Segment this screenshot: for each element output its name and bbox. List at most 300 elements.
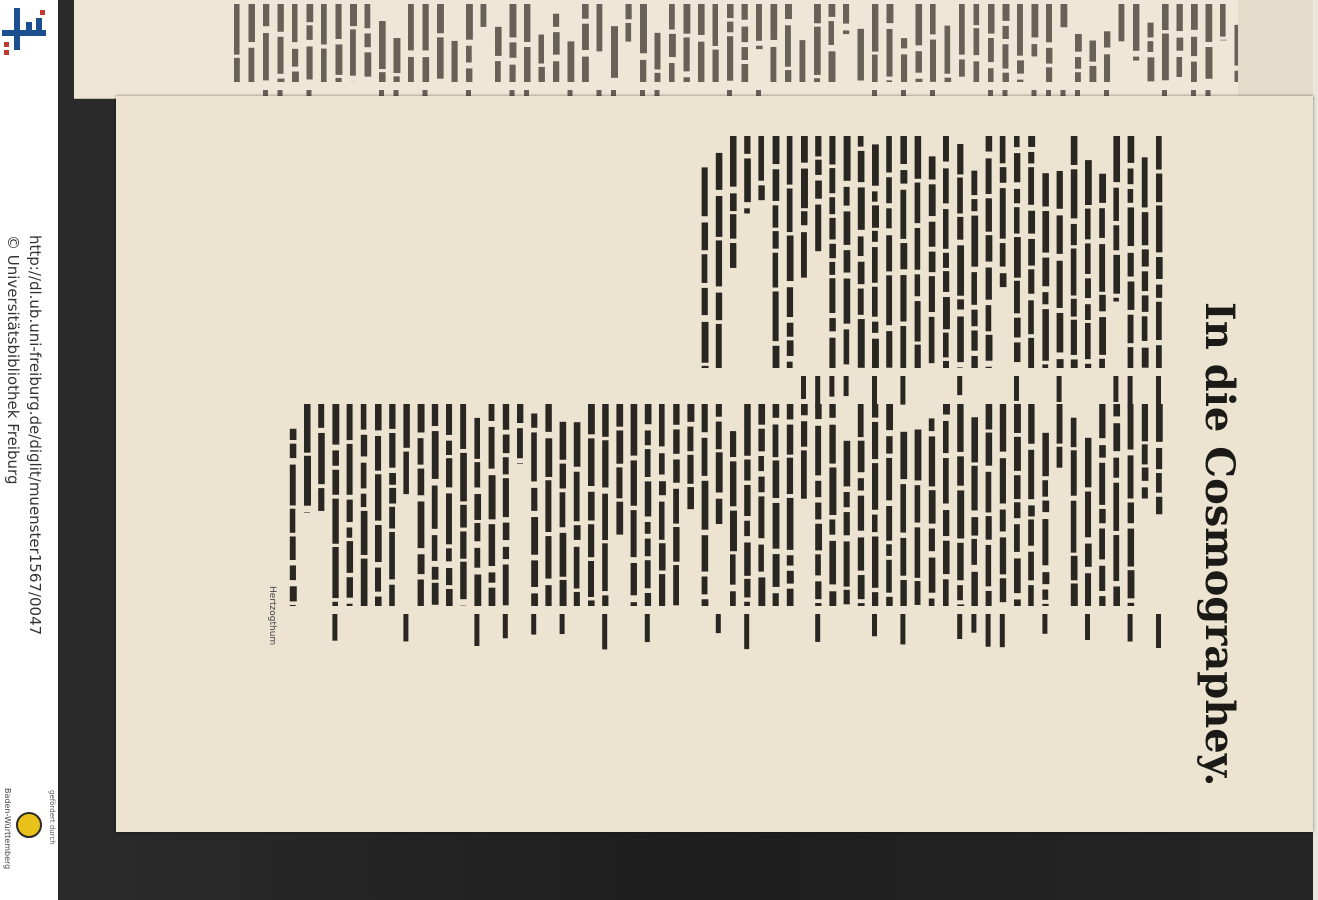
text-line-stroke [582,57,589,82]
text-line-stroke [290,429,297,440]
text-line-stroke [1057,447,1063,468]
text-line-stroke [886,331,892,368]
text-line-stroke [1142,404,1148,441]
text-line-stroke [1156,285,1162,298]
text-line-stroke [900,432,907,479]
text-line-stroke [1099,174,1106,203]
text-line-stroke [602,543,608,591]
text-line-stroke [829,244,836,258]
right-column [290,404,1163,649]
text-line-stroke [872,144,879,185]
text-line-stroke [460,505,467,528]
text-line-stroke [307,4,314,22]
text-line-stroke [844,512,850,535]
text-line-stroke [659,453,665,474]
text-line-stroke [489,572,496,582]
year-numeral-stroke [602,614,607,649]
text-line-stroke [844,187,850,206]
text-line-stroke [742,47,749,60]
text-line-stroke [900,170,907,184]
text-line-stroke [844,492,850,507]
text-line-stroke [1046,48,1052,64]
text-line-stroke [545,536,551,579]
text-line-stroke [318,404,324,428]
text-line-stroke [332,450,339,465]
text-line-stroke [1046,4,1052,42]
text-line-stroke [844,250,851,272]
page-heading: In die Cosmographey. [1196,302,1243,787]
text-line-stroke [915,581,921,605]
year-numeral-stroke [503,614,508,638]
text-line-stroke [829,51,836,82]
text-line-stroke [988,4,995,34]
text-line-stroke [375,525,382,562]
text-line-stroke [930,40,936,82]
text-line-stroke [403,452,409,495]
text-line-stroke [645,404,652,424]
text-line-stroke [673,429,679,453]
text-line-stroke [307,25,313,40]
text-line-stroke [1061,4,1068,27]
text-line-stroke [418,404,425,432]
text-line-stroke [815,136,821,156]
year-numeral-stroke [716,614,721,633]
text-line-stroke [1119,4,1125,41]
text-line-stroke [1028,167,1034,205]
text-line-stroke [858,236,864,256]
text-line-stroke [418,469,425,496]
text-line-stroke [957,404,963,452]
text-line-stroke [986,158,992,194]
text-line-stroke [460,453,467,501]
text-line-stroke [1071,136,1078,165]
text-line-stroke [1104,54,1110,82]
text-line-stroke [347,404,353,440]
year-numeral-stroke [1156,614,1161,648]
text-line-stroke [744,158,751,202]
text-line-stroke [290,536,296,560]
year-numeral-stroke [1000,614,1005,647]
text-line-stroke [375,436,381,471]
text-line-stroke [929,490,936,523]
text-line-stroke [446,589,453,606]
text-line-stroke [1156,497,1162,514]
text-line-stroke [1085,160,1092,205]
text-line-stroke [744,208,750,213]
text-line-stroke [446,404,452,435]
text-line-stroke [332,547,338,598]
text-line-stroke [545,585,551,606]
text-line-stroke [872,592,878,606]
text-line-stroke [872,322,878,333]
text-line-stroke [1142,249,1149,266]
text-line-stroke [930,4,936,34]
text-line-stroke [659,502,665,540]
text-line-stroke [787,323,794,337]
text-line-stroke [1085,573,1091,606]
year-numeral-stroke [531,614,536,635]
book-page[interactable] [116,96,1313,832]
text-line-stroke [900,136,907,164]
sponsor-label: gefördert durch [48,790,56,845]
text-line-stroke [659,543,666,570]
text-line-stroke [943,297,950,329]
text-line-stroke [631,510,637,557]
text-line-stroke [758,456,764,471]
text-line-stroke [1028,338,1034,368]
text-line-stroke [702,535,709,571]
text-line-stroke [929,529,935,552]
text-line-stroke [1071,583,1078,606]
text-line-stroke [886,235,892,271]
text-line-stroke [673,565,679,605]
text-line-stroke [1113,255,1120,294]
text-line-stroke [645,522,651,534]
text-line-stroke [437,4,444,33]
text-line-stroke [510,42,517,57]
text-line-stroke [1113,535,1119,581]
text-line-stroke [771,4,778,40]
text-line-stroke [616,430,623,463]
text-line-stroke [886,506,892,541]
text-line-stroke [829,338,835,368]
text-line-stroke [787,136,793,185]
text-line-stroke [489,588,496,606]
text-line-stroke [631,602,637,606]
text-line-stroke [744,459,750,480]
text-line-stroke [1191,4,1198,30]
previous-page-text-block [74,0,1314,98]
text-line-stroke [1071,501,1077,553]
text-line-stroke [844,329,850,364]
text-line-stroke [844,136,851,181]
page-text-block [116,96,1313,832]
text-line-stroke [645,539,651,557]
text-line-stroke [655,33,661,70]
text-line-stroke [517,428,523,458]
text-line-stroke [1142,348,1149,368]
year-numeral-stroke [1057,376,1062,402]
text-line-stroke [843,30,849,34]
text-line-stroke [814,78,820,82]
text-line-stroke [1113,298,1119,302]
text-line-stroke [432,535,438,561]
text-line-stroke [901,54,907,82]
text-line-stroke [787,404,794,419]
text-line-stroke [1220,4,1226,37]
text-line-stroke [365,52,372,76]
text-line-stroke [375,404,382,430]
text-line-stroke [730,243,736,268]
text-line-stroke [365,33,371,47]
text-line-stroke [815,581,821,599]
text-line-stroke [1156,205,1162,252]
text-line-stroke [886,436,892,453]
year-numeral-stroke [986,614,991,647]
text-line-stroke [844,279,851,324]
text-line-stroke [1075,57,1081,69]
text-line-stroke [1042,364,1048,368]
text-line-stroke [684,4,691,34]
text-line-stroke [553,61,559,82]
text-line-stroke [1085,278,1091,298]
text-line-stroke [474,548,480,568]
text-line-stroke [361,494,367,507]
text-line-stroke [773,404,780,418]
text-line-stroke [645,449,651,477]
text-line-stroke [1042,572,1049,584]
text-line-stroke [659,574,665,606]
text-line-stroke [1032,4,1039,37]
text-line-stroke [971,330,977,350]
text-line-stroke [716,452,723,492]
text-line-stroke [915,136,922,179]
viewer-right-edge [1313,0,1318,900]
text-line-stroke [347,527,353,537]
text-line-stroke [1085,304,1091,320]
year-numeral-stroke [815,376,820,408]
text-line-stroke [1028,239,1035,266]
year-numeral-stroke [560,614,565,634]
text-line-stroke [394,38,401,73]
text-line-stroke [1028,300,1034,334]
year-numeral-stroke [829,376,834,397]
text-line-stroke [389,585,395,606]
text-line-stroke [1017,4,1023,56]
text-line-stroke [773,460,780,498]
text-line-stroke [872,422,878,459]
text-line-stroke [1028,211,1035,234]
text-line-stroke [347,577,353,597]
text-line-stroke [539,35,545,64]
text-line-stroke [332,404,339,445]
text-line-stroke [886,136,892,172]
text-line-stroke [1142,444,1148,464]
text-line-stroke [872,339,879,368]
text-line-stroke [744,485,750,516]
text-line-stroke [1028,519,1034,545]
text-line-stroke [773,346,780,368]
text-line-stroke [943,458,949,503]
text-line-stroke [787,498,794,550]
text-line-stroke [1128,570,1135,598]
text-line-stroke [742,64,749,82]
text-line-stroke [234,58,240,82]
text-line-stroke [574,422,581,467]
text-line-stroke [347,444,353,495]
text-line-stroke [1000,537,1006,574]
year-numeral-stroke [971,614,976,633]
text-line-stroke [1128,136,1135,163]
text-line-stroke [1099,359,1105,368]
permalink-url[interactable]: http://dl.ub.uni-freiburg.de/diglit/muenster1567/0047 [26,235,44,636]
text-line-stroke [801,169,808,209]
text-line-stroke [1148,41,1154,52]
text-line-stroke [758,429,764,452]
text-line-stroke [801,404,808,415]
text-line-stroke [1099,566,1105,591]
text-line-stroke [321,4,327,44]
text-line-stroke [758,496,764,538]
text-line-stroke [474,418,480,459]
text-line-stroke [1085,438,1091,487]
text-line-stroke [945,26,951,74]
text-line-stroke [304,404,311,453]
text-line-stroke [1085,323,1091,359]
text-line-stroke [945,78,952,82]
text-line-stroke [844,541,850,586]
text-line-stroke [350,29,356,75]
text-line-stroke [943,541,950,574]
text-line-stroke [829,21,835,45]
text-line-stroke [959,4,965,55]
text-line-stroke [815,426,821,476]
text-line-stroke [389,507,395,529]
text-line-stroke [1128,502,1134,523]
university-logo-icon [0,6,50,56]
text-line-stroke [673,404,679,425]
text-line-stroke [616,404,623,427]
text-line-stroke [713,4,719,46]
text-line-stroke [1057,404,1063,444]
text-line-stroke [773,231,779,249]
text-line-stroke [560,464,566,489]
text-line-stroke [474,494,481,520]
text-line-stroke [858,404,864,437]
text-line-stroke [1156,302,1162,340]
text-line-stroke [1014,558,1021,593]
year-numeral-stroke [403,614,408,641]
text-line-stroke [900,484,906,532]
text-line-stroke [645,593,651,606]
text-line-stroke [1156,345,1162,368]
text-line-stroke [1113,136,1120,182]
text-line-stroke [1071,224,1077,245]
sponsor-badge-icon [16,812,42,838]
text-line-stroke [929,252,936,273]
text-line-stroke [553,14,559,27]
text-line-stroke [988,38,994,62]
text-line-stroke [602,494,608,540]
text-line-stroke [1000,273,1007,287]
text-line-stroke [588,438,595,486]
text-line-stroke [1085,364,1091,368]
text-line-stroke [971,356,977,368]
text-line-stroke [1000,510,1006,532]
text-line-stroke [1071,450,1077,495]
text-line-stroke [446,441,452,455]
text-line-stroke [1071,169,1078,218]
text-line-stroke [332,499,338,544]
year-numeral-stroke [1014,376,1019,401]
text-line-stroke [347,604,353,606]
text-line-stroke [887,29,893,77]
text-line-stroke [616,502,623,535]
text-line-stroke [1128,253,1134,277]
text-line-stroke [886,275,892,325]
text-line-stroke [702,366,709,368]
text-line-stroke [957,177,963,213]
text-line-stroke [742,4,748,20]
text-line-stroke [730,461,736,506]
text-line-stroke [886,208,892,228]
text-line-stroke [389,488,396,504]
text-line-stroke [929,156,936,179]
text-line-stroke [318,433,325,484]
text-line-stroke [1028,505,1035,516]
text-line-stroke [379,21,386,69]
text-line-stroke [1014,524,1020,552]
text-line-stroke [730,554,736,584]
text-line-stroke [545,438,552,477]
text-line-stroke [361,559,368,606]
text-line-stroke [787,188,793,232]
text-line-stroke [727,36,733,81]
text-line-stroke [1128,529,1134,567]
text-line-stroke [1003,44,1009,68]
text-line-stroke [1142,295,1149,311]
text-line-stroke [375,474,381,520]
text-line-stroke [1000,188,1006,239]
text-line-stroke [716,196,723,237]
text-line-stroke [249,4,255,42]
text-line-stroke [773,205,779,227]
text-line-stroke [574,547,580,589]
text-line-stroke [318,488,324,511]
text-line-stroke [801,421,807,446]
text-line-stroke [773,593,779,606]
text-line-stroke [915,228,921,270]
text-line-stroke [858,603,865,606]
text-line-stroke [389,433,395,468]
text-line-stroke [1057,215,1063,253]
text-line-stroke [1057,171,1063,209]
text-line-stroke [785,70,791,82]
text-line-stroke [829,467,836,515]
text-line-stroke [1000,167,1007,183]
text-line-stroke [713,50,719,82]
text-line-stroke [1057,261,1063,308]
text-line-stroke [460,562,466,599]
text-line-stroke [640,60,646,82]
text-line-stroke [915,485,921,522]
text-line-stroke [1057,313,1064,353]
text-line-stroke [1028,552,1034,581]
text-line-stroke [1085,209,1091,240]
text-line-stroke [1113,188,1119,221]
text-line-stroke [389,532,395,579]
year-numeral-stroke [1042,614,1047,634]
text-line-stroke [702,322,709,363]
year-numeral-stroke [957,614,962,639]
text-line-stroke [1028,450,1034,499]
text-line-stroke [361,511,368,555]
text-line-stroke [929,599,935,606]
year-numeral-stroke [645,614,650,642]
text-line-stroke [432,431,439,479]
year-numeral-stroke [801,376,806,399]
text-line-stroke [730,214,736,238]
text-line-stroke [332,602,338,606]
text-line-stroke [815,181,822,199]
text-line-stroke [1099,596,1105,606]
text-line-stroke [1071,359,1078,368]
text-line-stroke [1162,34,1169,81]
text-line-stroke [974,4,980,25]
text-line-stroke [234,4,240,55]
text-line-stroke [744,579,750,598]
text-line-stroke [290,565,296,580]
